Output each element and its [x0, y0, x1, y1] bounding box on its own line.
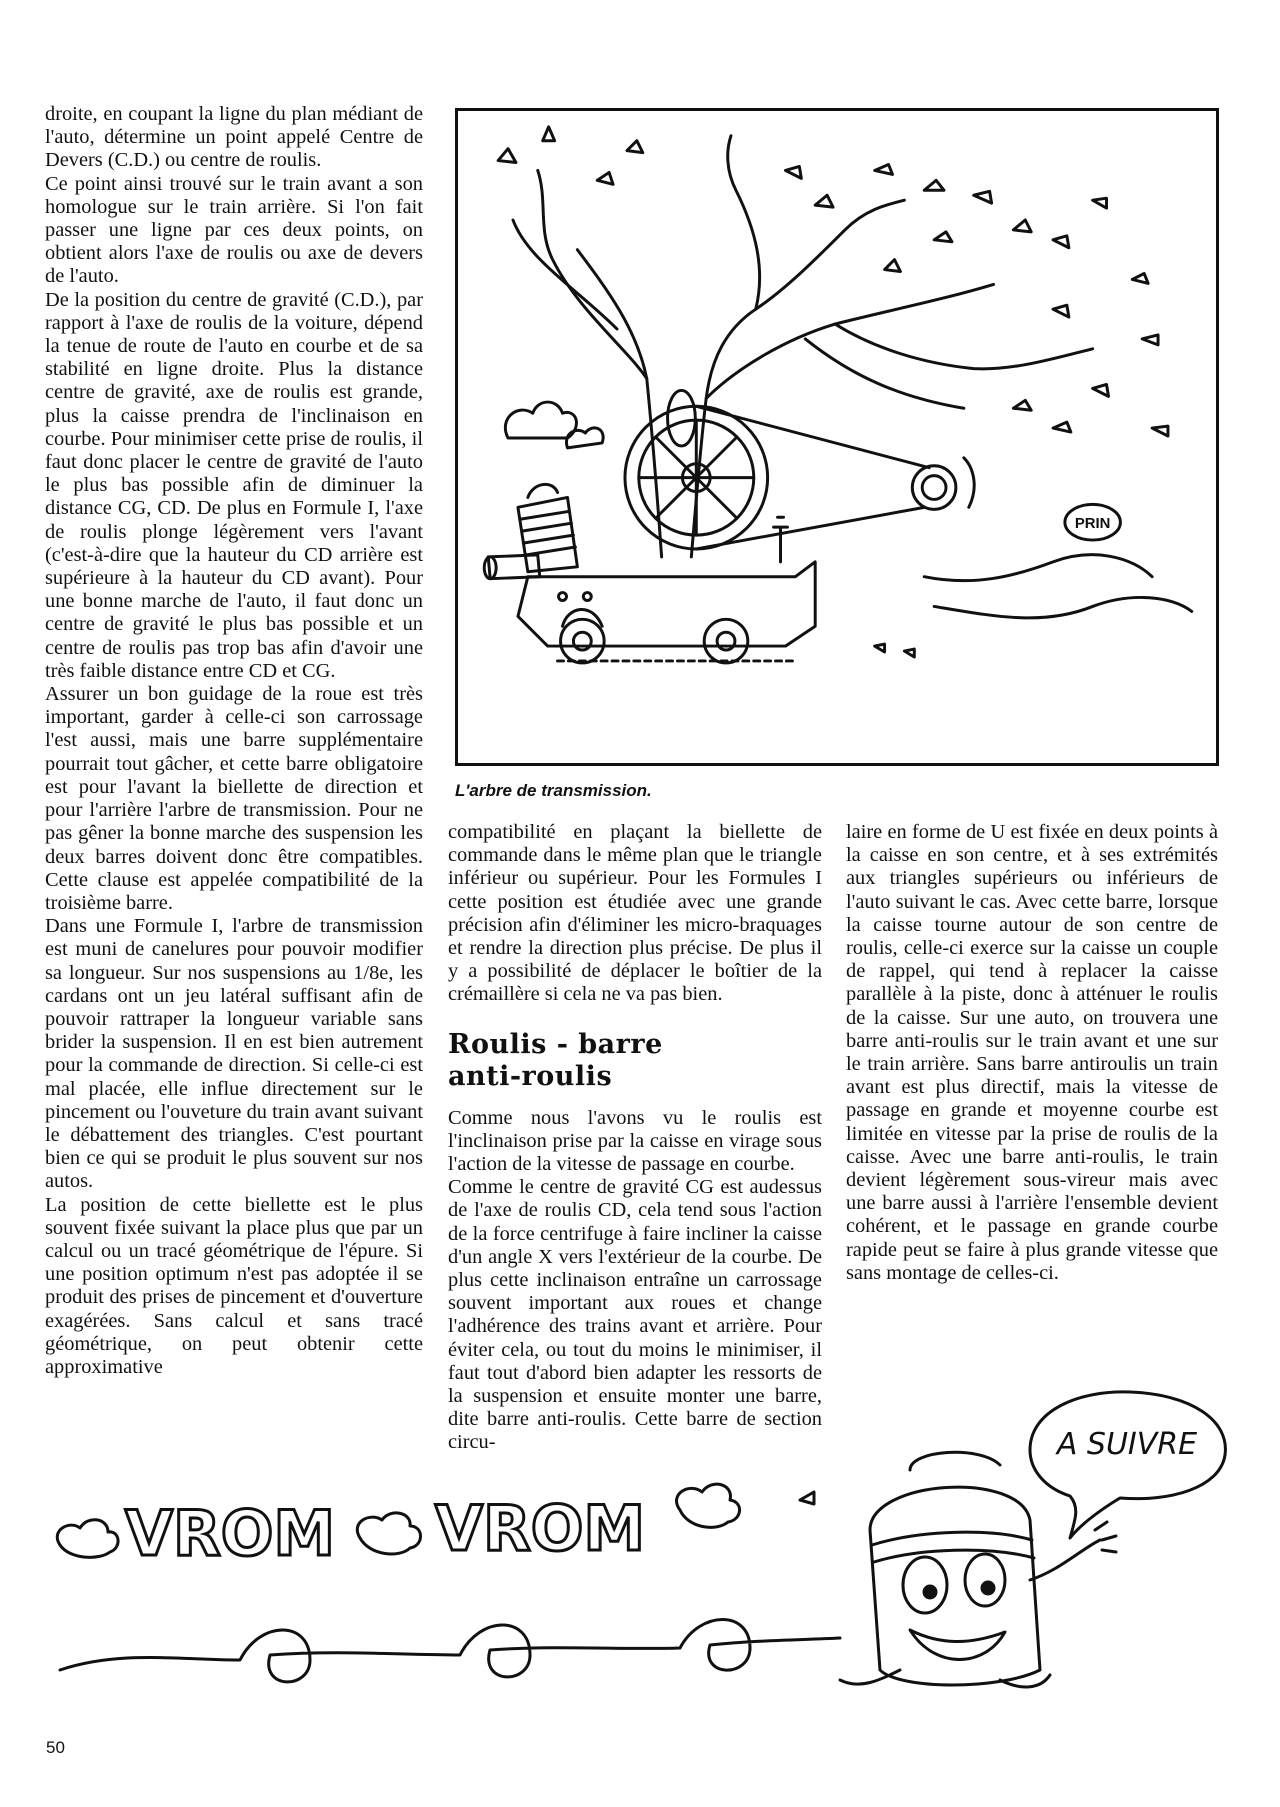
text-column-3 [846, 821, 1218, 1285]
paragraph: Comme le centre de gravité CG est audessus de l'axe de roulis CD, cela tend sous l'action de la force centrifuge à faire incliner la caisse d'un angle X vers l'extérieur de la courbe. De plus cette inclinaison entraîne un carrossage souvent important aux roues et change l'adhérence des trains avant et arrière. Pour éviter cela, ou tout du moins le minimiser, il faut tout d'abord bien adapter les ressorts de la suspension et ensuite monter une barre, dite barre anti-roulis. Cette barre de section circu- [448, 1176, 822, 1454]
paragraph: Dans une Formule I, l'arbre de transmission est muni de canelures pour pouvoir modifier sa longueur. Sur nos suspensions au 1/8e, les cardans ont un jeu latéral suffisant afin de pouvoir rattraper la longueur variable sans brider la suspension. Il en est bien autrement pour la commande de direction. Si celle-ci est mal placée, elle influe directement sur le pincement ou l'ouveture du train avant suivant le débattement des triangles. C'est pourtant bien ce qui se produit le plus souvent sur nos autos. [45, 915, 423, 1193]
paragraph: laire en forme de U est fixée en deux points à la caisse en son centre, et à ses extrémités aux triangles supérieurs ou inférieurs de l'auto suivant le cas. Avec cette barre, lorsque la caisse tourne autour de son centre de roulis, celle-ci exerce sur la caisse un couple de rappel, qui tend à replacer la caisse parallèle à la piste, donc à atténuer le roulis de la caisse. Sur une auto, on trouvera une barre anti-roulis sur le train avant et une sur le train arrière. Sans barre antiroulis un train avant est plus directif, mais la vitesse de passage en grande et moyenne courbe est limitée en vitesse par la prise de roulis de la caisse. Avec une barre anti-roulis, le train devient légèrement sous-vireur mais avec une barre aussi à l'arrière l'ensemble devient cohérent, et le passage en grande courbe rapide peut se faire à plus grande vitesse que sans montage de celles-ci. [846, 821, 1218, 1284]
page-number: 50 [46, 1738, 65, 1757]
text-column-2 [448, 821, 822, 1455]
paragraph: Assurer un bon guidage de la roue est très important, garder à celle-ci son carrossage l'est aussi, mais une barre supplémentaire pourrait tout gâcher, et cette barre obligatoire est pour l'avant la biellette de direction et pour l'arrière l'arbre de transmission. Pour ne pas gêner la bonne marche des suspension les deux barres doivent donc être compatibles. Cette clause est appelée compatibilité de la troisième barre. [45, 683, 423, 914]
cartoon-drawing [40, 1370, 1240, 1700]
bottom-cartoon [40, 1370, 1240, 1700]
paragraph: Comme nous l'avons vu le roulis est l'inclinaison prise par la caisse en virage sous l'action de la vitesse de passage en courbe. [448, 1106, 822, 1176]
sound-word-left: VROM [125, 1497, 336, 1570]
heading-line-1: Roulis - barre [448, 1028, 663, 1060]
paragraph: compatibilité en plaçant la biellette de commande dans le même plan que le triangle inférieur ou supérieur. Pour les Formules I cette position est étudiée avec une grande précision afin d'éliminer les micro-braquages et rendre la direction plus précise. De plus il y a possibilité de déplacer le boîtier de la crémaillère si cela ne va pas bien. [448, 821, 822, 1006]
text-column-1 [45, 103, 423, 1379]
speech-bubble-text: A SUIVRE [1056, 1427, 1198, 1462]
signature: PRIN [1074, 516, 1111, 533]
paragraph: La position de cette biellette est le plus souvent fixée suivant la place plus que par un calcul ou un tracé géométrique de l'épure. Si une position optimum n'est pas adoptée il se produit des prises de pincement et d'ouverture exagérées. Sans calcul et sans tracé géométrique, on peut obtenir cette approximative [45, 1193, 423, 1378]
figure-illustration [455, 108, 1219, 766]
sound-word-right: VROM [435, 1492, 646, 1565]
heading-line-2: anti-roulis [448, 1060, 613, 1092]
section-heading [448, 1029, 822, 1093]
paragraph: droite, en coupant la ligne du plan médiant de l'auto, détermine un point appelé Centre de Devers (C.D.) ou centre de roulis. [45, 103, 423, 172]
paragraph: De la position du centre de gravité (C.D.), par rapport à l'axe de roulis de la voiture, dépend la tenue de route de l'auto en courbe et de sa stabilité en ligne droite. Plus la distance centre de gravité, axe de roulis est grande, plus la caisse prendra de l'inclinaison en courbe. Pour minimiser cette prise de roulis, il faut donc placer le centre de gravité de l'auto le plus bas possible afin de diminuer la distance CG, CD. De plus en Formule I, l'axe de roulis plonge légèrement vers l'avant (c'est-à-dire que la hauteur du CD arrière est supérieure à la hauteur du CD avant). Pour une bonne marche de l'auto, il faut donc un centre de gravité le plus bas possible et un centre de roulis pas trop bas afin d'avoir une très faible distance entre CD et CG. [45, 288, 423, 682]
paragraph: Ce point ainsi trouvé sur le train avant a son homologue sur le train arrière. Si l'on fait passer une ligne par ces deux points, on obtient alors l'axe de roulis ou axe de devers de l'auto. [45, 172, 423, 288]
figure-caption: L'arbre de transmission. [455, 781, 652, 800]
tree-car-illustration [458, 111, 1216, 763]
